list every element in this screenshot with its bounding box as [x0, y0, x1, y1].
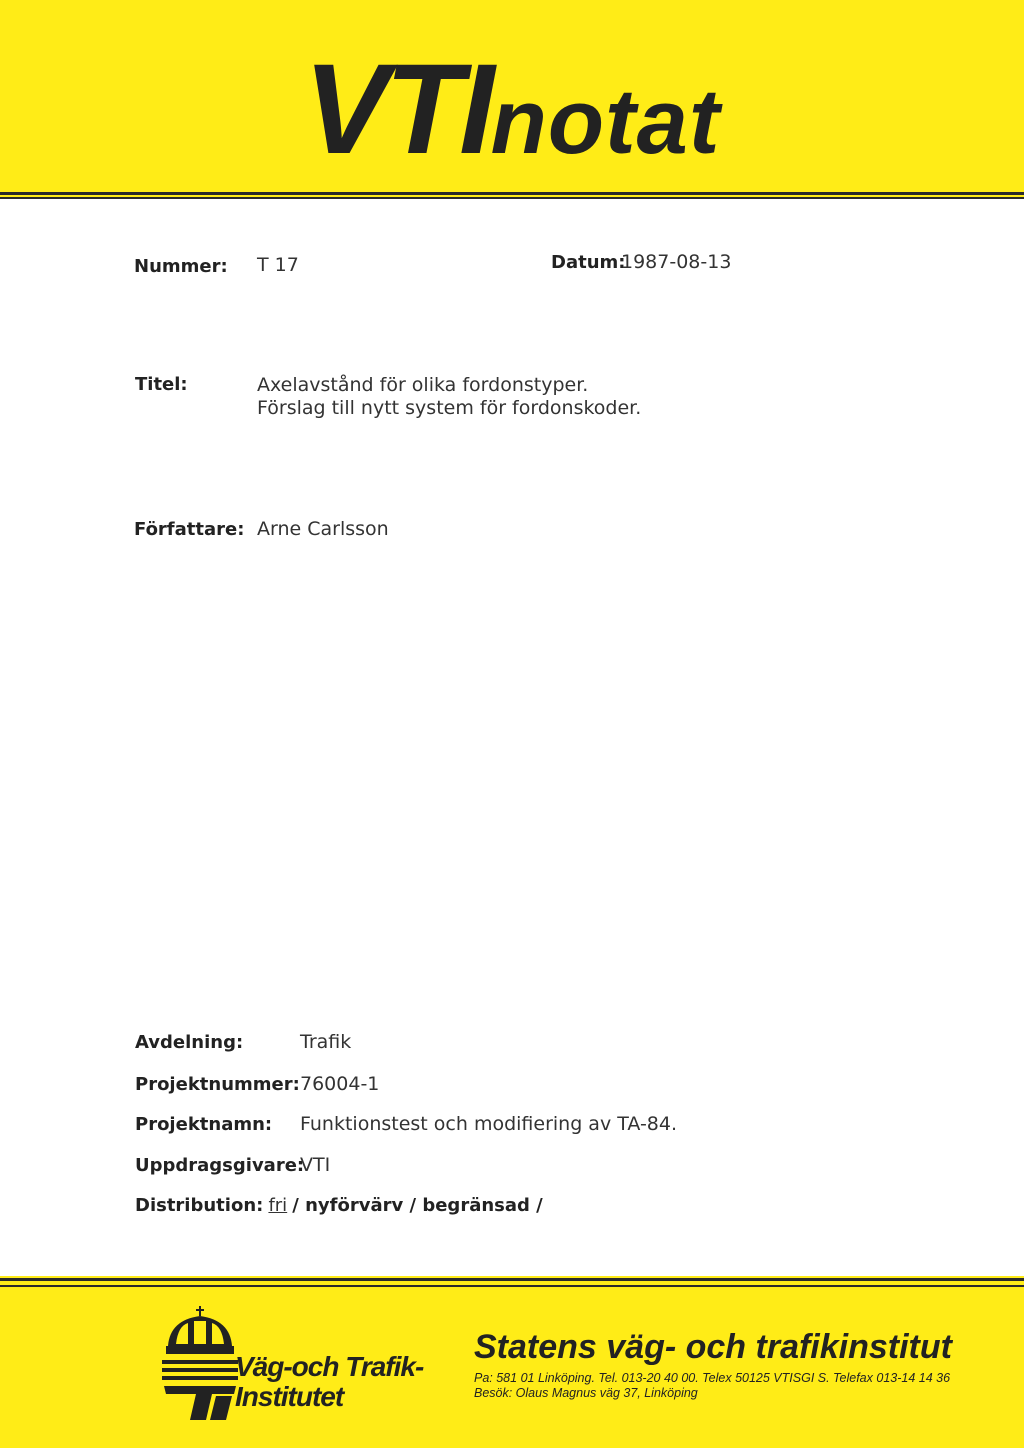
titel-line-1: Axelavstånd för olika fordonstyper. — [257, 374, 589, 396]
avdelning-label: Avdelning: — [135, 1032, 244, 1053]
forfattare-label: Författare: — [134, 519, 245, 540]
crown-emblem-icon — [160, 1306, 240, 1421]
brand-line-2: Institutet — [235, 1381, 344, 1412]
distribution-options: / nyförvärv / begränsad / — [292, 1195, 543, 1216]
projektnummer-label: Projektnummer: — [135, 1074, 300, 1095]
projektnamn-value: Funktionstest och modifiering av TA-84. — [300, 1113, 678, 1135]
avdelning-value: Trafik — [300, 1031, 352, 1053]
uppdragsgivare-label: Uppdragsgivare: — [135, 1155, 305, 1176]
nummer-label: Nummer: — [134, 256, 228, 277]
datum-value: 1987-08-13 — [621, 251, 732, 273]
titel-line-2: Förslag till nytt system för fordonskoder. — [257, 397, 642, 419]
footer-rule — [0, 1278, 1024, 1281]
vti-notat-logo — [0, 40, 1024, 180]
uppdragsgivare-value: VTI — [300, 1154, 331, 1176]
header-rule-thin — [0, 197, 1024, 199]
datum-label: Datum: — [551, 252, 626, 273]
header-rule — [0, 192, 1024, 195]
logo-vti: VTI — [303, 38, 491, 181]
brand-line-1: Väg-och Trafik- — [235, 1351, 424, 1382]
titel-label: Titel: — [135, 374, 188, 395]
nummer-value: T 17 — [257, 254, 299, 276]
institute-address: Pa: 581 01 Linköping. Tel. 013-20 40 00. Telex 50125 VTISGI S. Telefax 013-14 14 36 — [474, 1371, 951, 1385]
forfattare-value: Arne Carlsson — [257, 518, 389, 540]
header-band — [0, 0, 1024, 197]
distribution-label: Distribution: — [135, 1195, 264, 1216]
institute-visit-address: Besök: Olaus Magnus väg 37, Linköping — [474, 1386, 698, 1400]
logo-notat: notat — [490, 71, 721, 173]
institute-name: Statens väg- och trafikinstitut — [474, 1328, 952, 1366]
footer-rule-thin — [0, 1285, 1024, 1287]
projektnummer-value: 76004-1 — [300, 1073, 380, 1095]
projektnamn-label: Projektnamn: — [135, 1114, 273, 1135]
distribution-selected: fri — [268, 1195, 288, 1216]
distribution-row — [135, 1194, 543, 1218]
vti-brand-text — [235, 1352, 423, 1412]
